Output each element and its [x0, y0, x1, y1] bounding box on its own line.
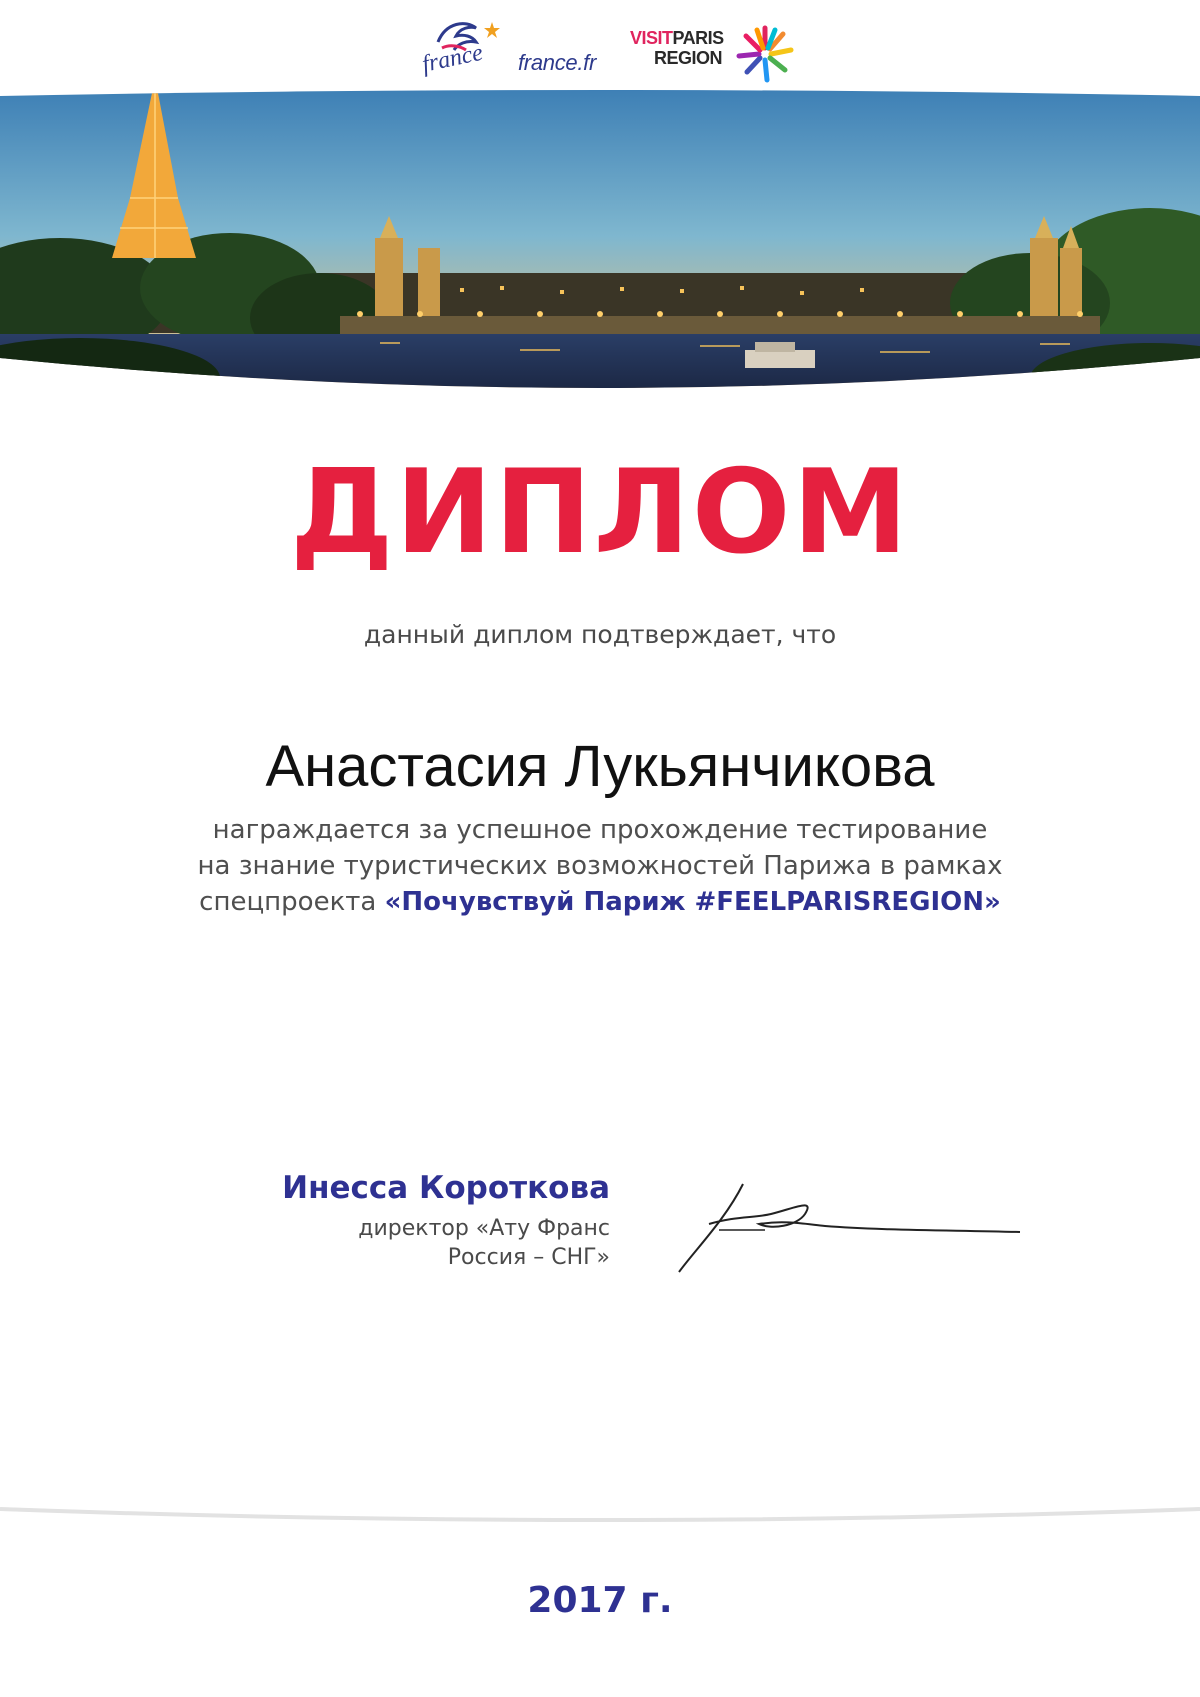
- award-reason: [0, 812, 1200, 920]
- reason-line-3: [0, 884, 1200, 920]
- confirm-text: данный диплом подтверждает, что: [363, 620, 837, 649]
- vpr-paris-text: PARIS: [672, 28, 724, 48]
- marianne-icon: [420, 14, 520, 84]
- recipient-name: Анастасия Лукьянчикова: [265, 734, 935, 799]
- signer-name: Инесса Короткова: [282, 1170, 610, 1206]
- visit-paris-region-logo: [630, 24, 800, 84]
- header-logos: [0, 14, 1200, 84]
- reason-line-1: награждается за успешное прохождение тестирование: [212, 815, 988, 845]
- signer-position-2: Россия – СНГ»: [447, 1245, 610, 1270]
- reason-line-3-prefix: спецпроекта: [199, 887, 385, 917]
- signer-position-1: директор «Ату Франс: [358, 1216, 610, 1241]
- paris-night-photo: [0, 88, 1200, 418]
- vpr-visit-text: VISIT: [630, 28, 673, 48]
- signer-block: [282, 1170, 610, 1272]
- france-logo: [420, 14, 610, 84]
- signature: [675, 1180, 1025, 1280]
- france-script-text: france: [420, 39, 486, 78]
- footer-divider: [0, 1505, 1200, 1535]
- project-name: «Почувствуй Париж #FEELPARISREGION»: [384, 887, 1001, 917]
- vpr-region-text: REGION: [654, 48, 723, 68]
- sunburst-icon: [730, 24, 800, 84]
- reason-line-2: на знание туристических возможностей Парижа в рамках: [197, 851, 1003, 881]
- diploma-title: ДИПЛОМ: [290, 445, 910, 580]
- france-url-text: france.fr: [518, 50, 596, 75]
- year: 2017 г.: [527, 1580, 673, 1621]
